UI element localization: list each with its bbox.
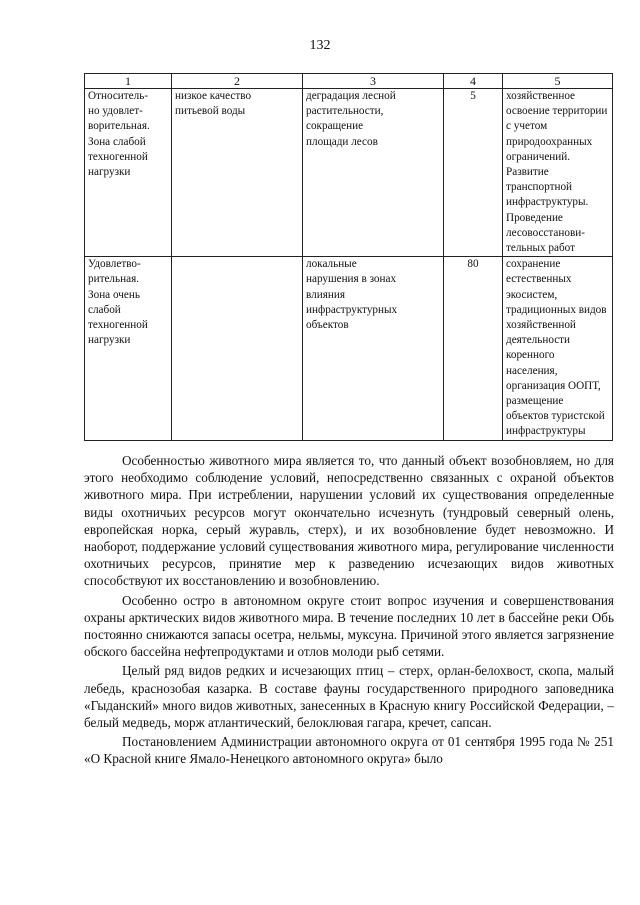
paragraph: Особенностью животного мира является то, что данный объект возобновляем, но для этого необходимо соблюдение условий, непосредственно связанных с охраной объектов животного мира. При истреблении, нарушении условий их существования определенные виды охотничьих ресурсов могут окончательно исчезнуть (тундровый северный олень, европейская норка, серый журавль, стерх), и их возобновление будет невозможно. И наоборот, поддержание условий существования животного мира, регулирование численности охотничьих ресурсов, принятие мер к разведению исчезающих видов животных способствуют их восстановлению и возобновлению. — [84, 453, 614, 589]
table-header-row — [85, 74, 613, 89]
zones-table — [84, 73, 613, 441]
zone-cell: Относитель- но удовлет- ворительная. Зона слабой техногенной нагрузки — [85, 89, 172, 257]
column-header: 2 — [172, 74, 303, 89]
consequence-cell: деградация лесной растительности, сокращение площади лесов — [303, 89, 444, 257]
column-header: 3 — [303, 74, 444, 89]
measures-cell: хозяйственное освоение территории с учетом природоохранных ограничений. Развитие транспортной инфраструктуры. Проведение лесовосстанови- тельных работ — [503, 89, 613, 257]
column-header: 1 — [85, 74, 172, 89]
measures-cell: сохранение естественных экосистем, традиционных видов хозяйственной деятельности коренного населения, организация ООПТ, размещение объектов туристской инфраструктуры — [503, 257, 613, 440]
indicator-cell: 5 — [444, 89, 503, 257]
paragraph: Целый ряд видов редких и исчезающих птиц – стерх, орлан-белохвост, скопа, малый лебедь, краснозобая казарка. В составе фауны государственного природного заповедника «Гыданский» много видов животных, занесенных в Красную книгу Российской Федерации, – белый медведь, морж атлантический, белоклювая гагара, кречет, сапсан. — [84, 663, 614, 731]
factor-cell: низкое качество питьевой воды — [172, 89, 303, 257]
consequence-cell: локальные нарушения в зонах влияния инфраструктурных объектов — [303, 257, 444, 440]
zone-cell: Удовлетво- рительная. Зона очень слабой техногенной нагрузки — [85, 257, 172, 440]
factor-cell — [172, 257, 303, 440]
page-number: 132 — [309, 38, 331, 53]
table-row — [85, 257, 613, 440]
paragraph: Особенно остро в автономном округе стоит вопрос изучения и совершенствования охраны арктических видов животного мира. В течение последних 10 лет в бассейне реки Обь постоянно снижаются запасы осетра, нельмы, муксуна. Причиной этого является загрязнение обского бассейна нефтепродуктами и отлов молоди рыб сетями. — [84, 592, 614, 660]
column-header: 4 — [444, 74, 503, 89]
column-header: 5 — [503, 74, 613, 89]
indicator-cell: 80 — [444, 257, 503, 440]
body-text — [84, 452, 614, 770]
paragraph: Постановлением Администрации автономного округа от 01 сентября 1995 года № 251 «О Красной книге Ямало-Ненецкого автономного округа» было — [84, 734, 614, 767]
table-row — [85, 89, 613, 257]
